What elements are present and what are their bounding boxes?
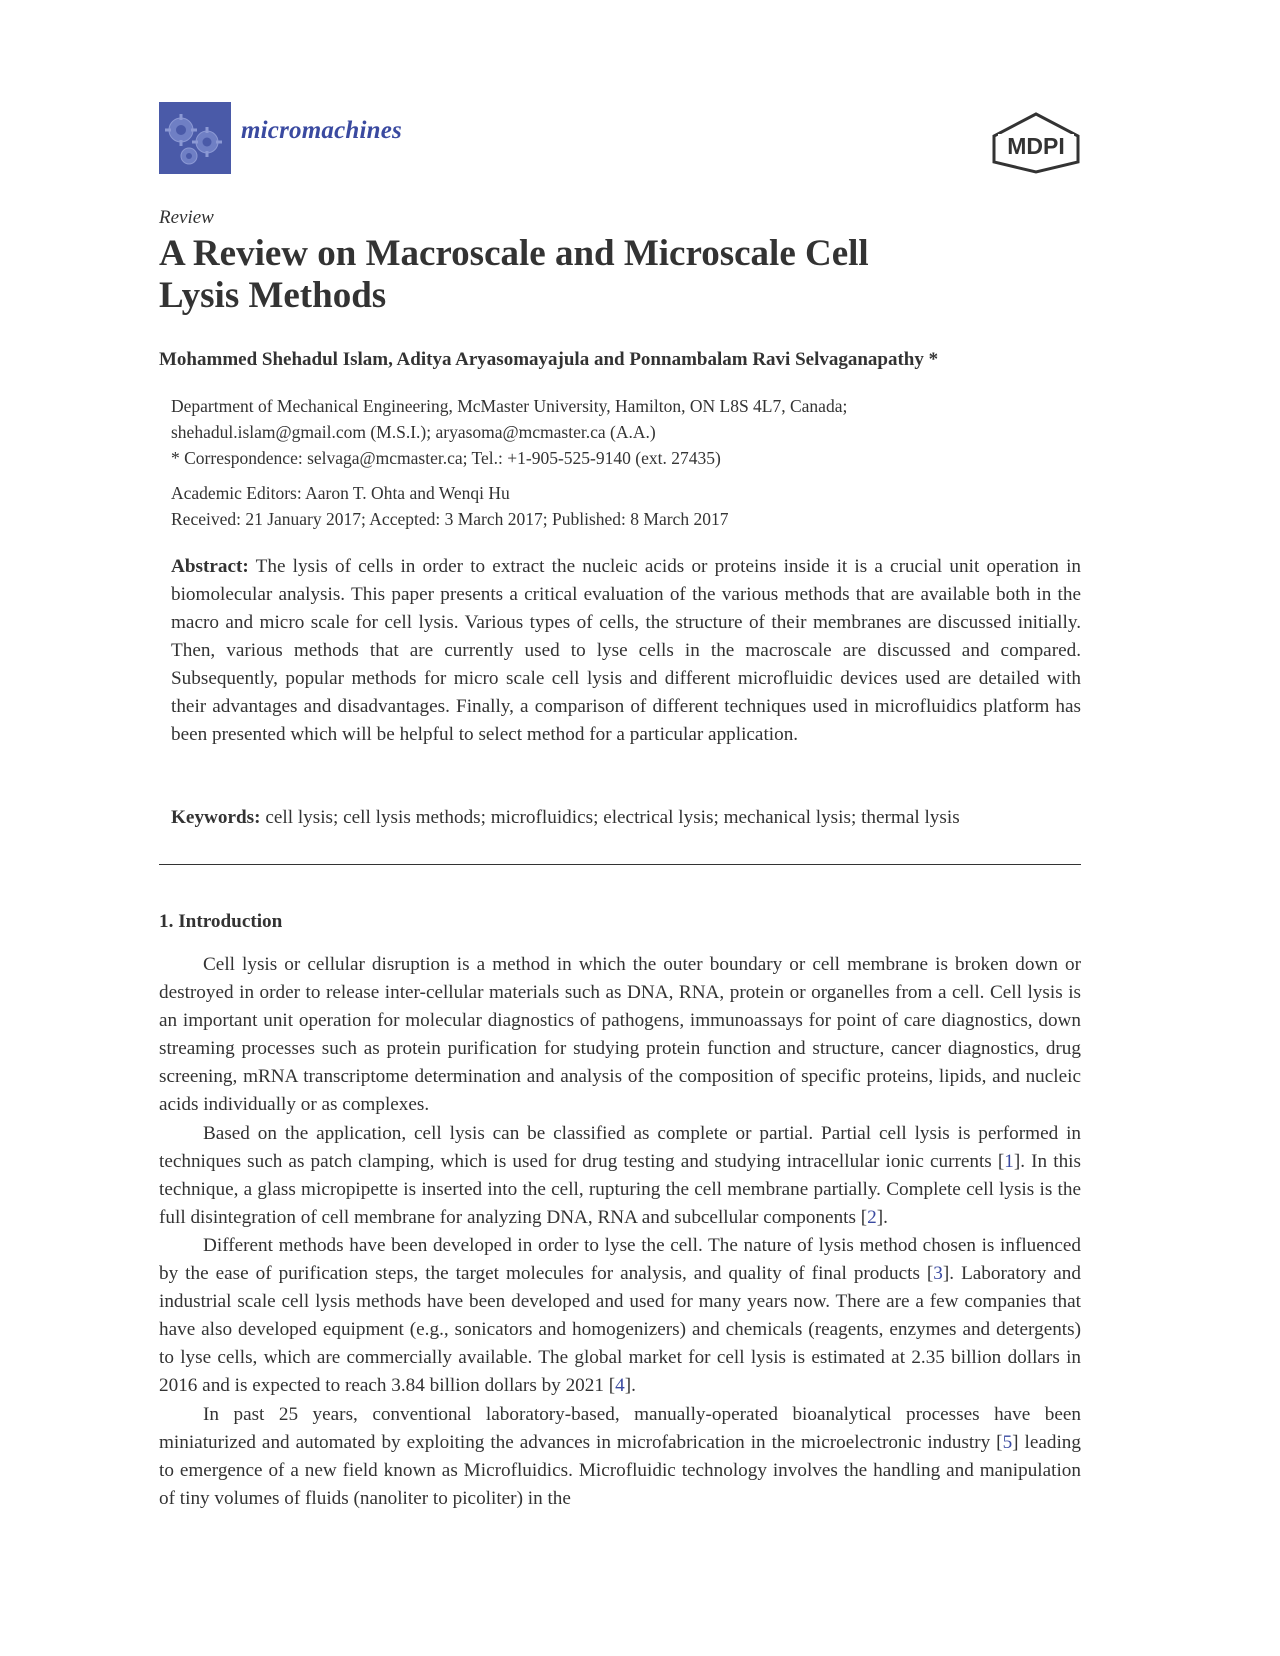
affiliation-block (171, 393, 1091, 471)
gears-icon (159, 102, 231, 174)
paragraph: Different methods have been developed in order to lyse the cell. The nature of lysis method chosen is influenced by the ease of purification steps, the target molecules for analysis, and quality of final products [3]. Laboratory and industrial scale cell lysis methods have been developed and used for many years now. There are a few companies that have also developed equipment (e.g., sonicators and homogenizers) and chemicals (reagents, enzymes and detergents) to lyse cells, which are commercially available. The global market for cell lysis is estimated at 2.35 billion dollars in 2016 and is expected to reach 3.84 billion dollars by 2021 [4]. (159, 1234, 1081, 1397)
keywords-text: cell lysis; cell lysis methods; microfluidics; electrical lysis; mechanical lysis; thermal lysis (265, 807, 960, 828)
citation-link[interactable]: 1 (1004, 1150, 1014, 1172)
journal-name: micromachines (241, 117, 402, 144)
article-title (159, 233, 979, 317)
correspondence: * Correspondence: selvaga@mcmaster.ca; Tel.: +1-905-525-9140 (ext. 27435) (171, 448, 721, 468)
abstract-text: The lysis of cells in order to extract the nucleic acids or proteins inside it is a crucial unit operation in biomolecular analysis. This paper presents a critical evaluation of the various methods that are available both in the macro and micro scale for cell lysis. Various types of cells, the structure of their membranes are discussed initially. Then, various methods that are currently used to lyse cells in the macroscale are discussed and compared. Subsequently, popular methods for micro scale cell lysis and different microfluidic devices used are detailed with their advantages and disadvantages. Finally, a comparison of different techniques used in microfluidics platform has been presented which will be helpful to select method for a particular application. (171, 556, 1081, 745)
article-title-line1: A Review on Macroscale and Microscale Cell (159, 233, 869, 274)
mdpi-logo-text: MDPI (1007, 133, 1065, 159)
abstract-label: Abstract: (171, 556, 249, 577)
citation-link[interactable]: 4 (615, 1375, 625, 1397)
article-title-line2: Lysis Methods (159, 275, 387, 316)
introduction-body (159, 951, 1081, 1513)
publication-dates: Received: 21 January 2017; Accepted: 3 March 2017; Published: 8 March 2017 (171, 509, 729, 529)
author-list: Mohammed Shehadul Islam, Aditya Aryasomayajula and Ponnambalam Ravi Selvaganapathy * (159, 349, 939, 370)
citation-link[interactable]: 5 (1002, 1431, 1013, 1453)
keywords-label: Keywords: (171, 807, 261, 828)
citation-link[interactable]: 2 (867, 1206, 877, 1228)
paragraph: In past 25 years, conventional laboratory-based, manually-operated bioanalytical processes have been miniaturized and automated by exploiting the advances in microfabrication in the microelectronic industry [5] leading to emergence of a new field known as Microfluidics. Microfluidic technology involves the handling and manipulation of tiny volumes of fluids (nanoliter to picoliter) in the (159, 1403, 1081, 1509)
academic-editors: Academic Editors: Aaron T. Ohta and Wenqi Hu (171, 483, 510, 503)
keywords (171, 804, 1091, 832)
citation-link[interactable]: 3 (933, 1263, 943, 1285)
affiliation-line: Department of Mechanical Engineering, McMaster University, Hamilton, ON L8S 4L7, Canada; (171, 396, 848, 416)
abstract (171, 553, 1081, 749)
section-divider (159, 864, 1081, 865)
section-heading-introduction: 1. Introduction (159, 911, 283, 932)
paragraph: Based on the application, cell lysis can be classified as complete or partial. Partial cell lysis is performed in techniques such as patch clamping, which is used for drug testing and studying intracellular ionic currents [1]. In this technique, a glass micropipette is inserted into the cell, rupturing the cell membrane partially. Complete cell lysis is the full disintegration of cell membrane for analyzing DNA, RNA and subcellular components [2]. (159, 1122, 1081, 1228)
paragraph: Cell lysis or cellular disruption is a method in which the outer boundary or cell membrane is broken down or destroyed in order to release inter-cellular materials such as DNA, RNA, protein or organelles from a cell. Cell lysis is an important unit operation for molecular diagnostics of pathogens, immunoassays for point of care diagnostics, down streaming processes such as protein purification for studying protein function and structure, cancer diagnostics, drug screening, mRNA transcriptome determination and analysis of the composition of specific proteins, lipids, and nucleic acids individually or as complexes. (159, 954, 1081, 1116)
author-emails: shehadul.islam@gmail.com (M.S.I.); aryasoma@mcmaster.ca (A.A.) (171, 422, 656, 442)
mdpi-logo (990, 112, 1082, 174)
editorial-block (171, 480, 1091, 532)
article-type: Review (159, 207, 214, 228)
